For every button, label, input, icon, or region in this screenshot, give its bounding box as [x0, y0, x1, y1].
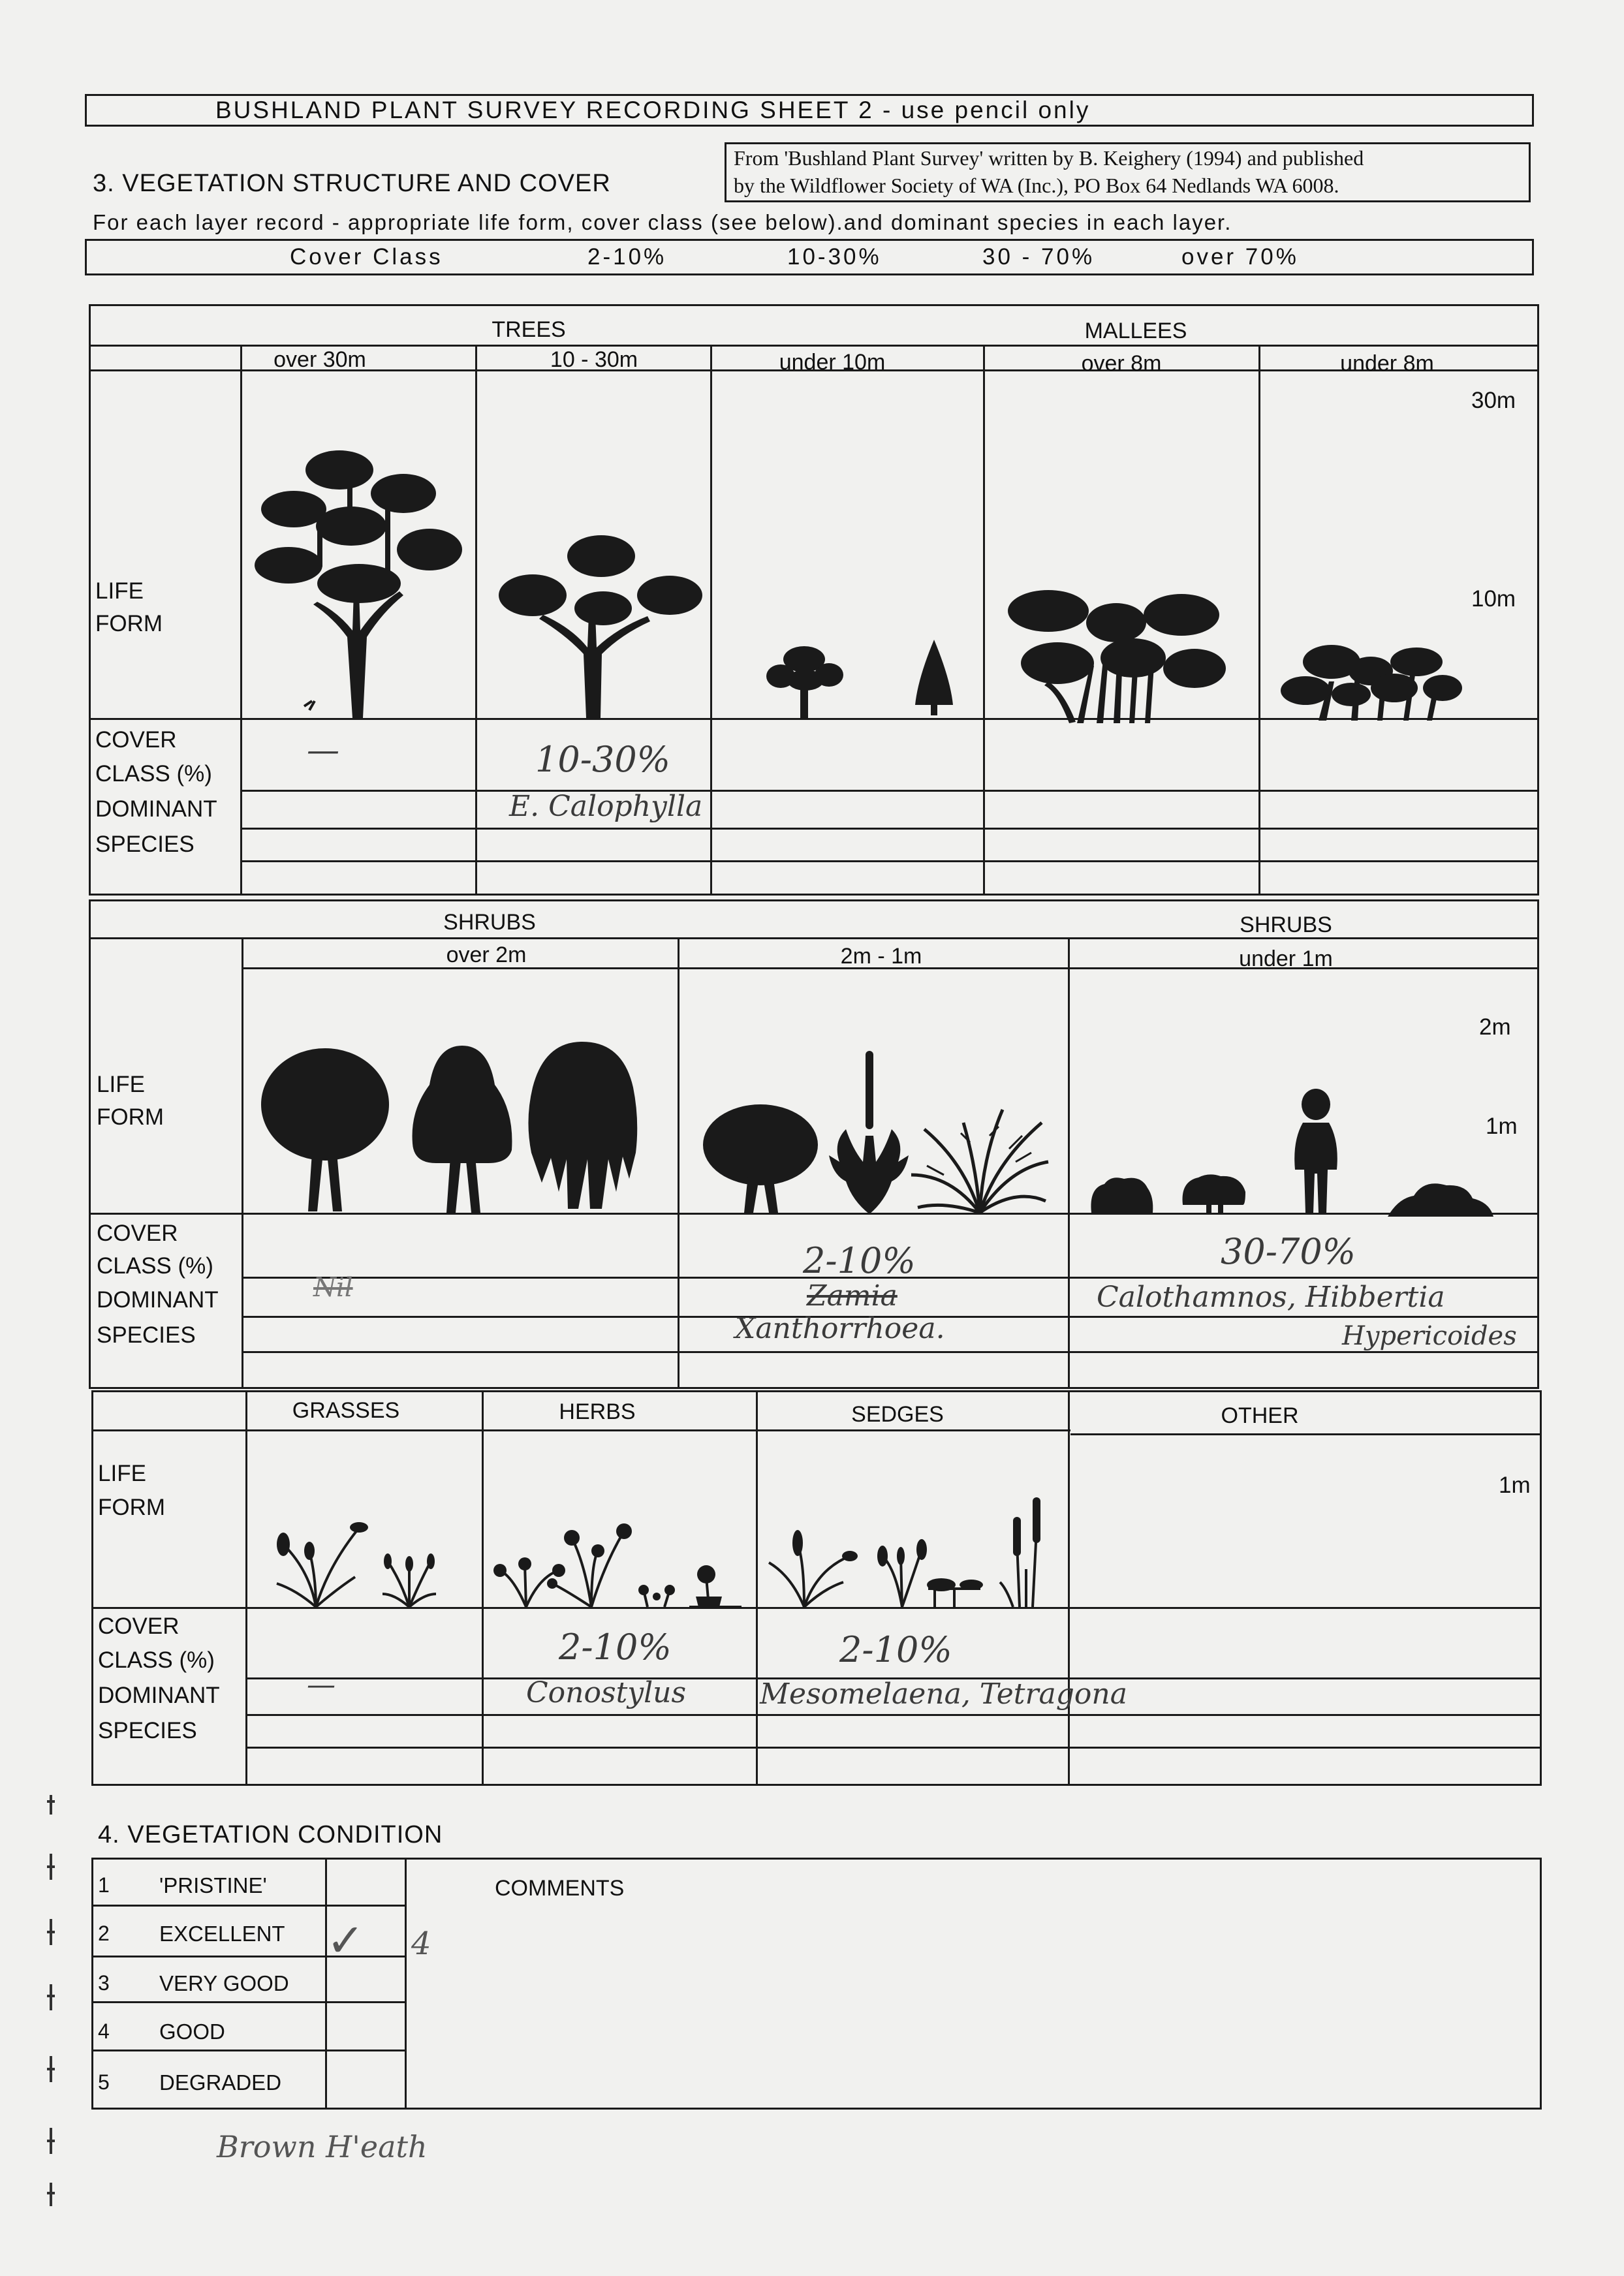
mallee-under-8m-icon: [1279, 642, 1462, 721]
condition-3-label: VERY GOOD: [159, 1971, 289, 1995]
mallees-heading: MALLEES: [1084, 319, 1187, 343]
t3-class-label: CLASS (%): [98, 1647, 215, 1673]
tree-under-10m-icon: [766, 646, 845, 718]
t1-class-label: CLASS (%): [95, 761, 212, 787]
cover-class-3: 30 - 70%: [982, 244, 1095, 270]
zamia-icon: [826, 1051, 911, 1214]
condition-2-number: 2: [98, 1922, 110, 1945]
low-shrub-icon-3: [1388, 1179, 1493, 1217]
condition-4-label: GOOD: [159, 2019, 225, 2044]
t1-life-label: LIFE: [95, 578, 144, 604]
col-over-8m: over 8m: [1081, 351, 1162, 376]
condition-1-number: 1: [98, 1873, 110, 1897]
t1-dominant-label: DOMINANT: [95, 796, 217, 822]
cover-class-2: 10-30%: [787, 244, 882, 270]
source-line-1: From 'Bushland Plant Survey' written by B. Keighery (1994) and published: [734, 146, 1364, 170]
col-herbs: HERBS: [559, 1399, 636, 1424]
col-other: OTHER: [1221, 1403, 1299, 1428]
binding-holes: [43, 1788, 63, 2206]
height-1m: 1m: [1486, 1114, 1518, 1139]
cover-class-label: Cover Class: [290, 244, 443, 270]
col-over-30m: over 30m: [273, 347, 366, 372]
t2-class-label: CLASS (%): [97, 1253, 213, 1279]
height-2m: 2m: [1479, 1014, 1511, 1040]
col-over-2m: over 2m: [446, 943, 527, 967]
t3-life-label: LIFE: [98, 1461, 146, 1486]
t2-species-label: SPECIES: [97, 1322, 196, 1348]
t1-col2-cover-entry: 10-30%: [535, 739, 670, 780]
low-shrub-icon-1: [1089, 1175, 1154, 1213]
t2-form-label: FORM: [97, 1104, 164, 1130]
xanthorrhoea-icon: [911, 1110, 1048, 1214]
condition-5-label: DEGRADED: [159, 2070, 282, 2095]
person-scale-icon: [1290, 1089, 1342, 1213]
low-shrub-icon-2: [1180, 1172, 1247, 1213]
herbs-icon: [493, 1525, 742, 1607]
t1-col2-species-entry: E. Calophylla: [509, 790, 703, 823]
t2-col1-cover-entry: Nil: [313, 1273, 353, 1303]
shrubs-heading-left: SHRUBS: [443, 910, 536, 935]
shrubs-heading-right: SHRUBS: [1240, 912, 1332, 937]
section-3-heading: 3. VEGETATION STRUCTURE AND COVER: [93, 170, 611, 197]
mallee-over-8m-icon: [1005, 587, 1227, 723]
t2-col2-species-entry: Xanthorrhoea.: [735, 1312, 945, 1345]
shrub-tall-icon: [410, 1046, 514, 1213]
t3-dominant-label: DOMINANT: [98, 1683, 220, 1708]
tree-10-30m-icon: [500, 537, 702, 718]
condition-check-mark: ✓: [326, 1914, 365, 1967]
col-under-8m: under 8m: [1340, 351, 1434, 376]
height-10m: 10m: [1471, 586, 1516, 612]
cover-class-1: 2-10%: [587, 244, 667, 270]
grass-small-icon: [381, 1548, 437, 1607]
t1-species-label: SPECIES: [95, 832, 195, 857]
height-1m-ground: 1m: [1499, 1473, 1531, 1498]
tree-over-30m-icon: [255, 441, 470, 718]
instruction-text: For each layer record - appropriate life form, cover class (see below).and dominant species in each layer.: [93, 210, 1232, 234]
t3-cover-label: COVER: [98, 1613, 180, 1639]
t2-col3-cover-entry: 30-70%: [1221, 1231, 1356, 1272]
t3-form-label: FORM: [98, 1495, 166, 1520]
sedges-icon: [765, 1491, 1052, 1607]
comments-label: COMMENTS: [495, 1876, 625, 1901]
col-under-10m: under 10m: [779, 350, 886, 375]
condition-comment-mark: 4: [411, 1925, 431, 1962]
t3-grasses-cover-entry: —: [307, 1668, 336, 1702]
col-2m-1m: 2m - 1m: [840, 944, 922, 969]
condition-3-number: 3: [98, 1971, 110, 1995]
condition-5-number: 5: [98, 2070, 110, 2094]
t2-col3-species-entry-1: Calothamnos, Hibbertia: [1097, 1281, 1445, 1314]
height-30m: 30m: [1471, 388, 1516, 413]
shrub-round-icon: [260, 1048, 390, 1211]
condition-table: [91, 1858, 1542, 2110]
t2-col2-cover-entry: 2-10%: [803, 1240, 916, 1281]
condition-4-number: 4: [98, 2019, 110, 2043]
col-under-1m: under 1m: [1239, 946, 1333, 971]
condition-1-label: 'PRISTINE': [159, 1873, 267, 1897]
col-10-30m: 10 - 30m: [550, 347, 638, 372]
section-4-heading: 4. VEGETATION CONDITION: [98, 1821, 443, 1848]
t3-herbs-species-entry: Conostylus: [526, 1676, 687, 1709]
t1-col1-cover-entry: —: [307, 731, 339, 769]
t3-sedges-species-entry: Mesomelaena, Tetragona: [760, 1677, 1127, 1711]
t1-cover-label: COVER: [95, 727, 177, 753]
t2-life-label: LIFE: [97, 1072, 145, 1097]
footer-note: Brown H'eath: [217, 2129, 428, 2164]
sheet-title: BUSHLAND PLANT SURVEY RECORDING SHEET 2 - use pencil only: [215, 97, 1091, 123]
condition-2-label: EXCELLENT: [159, 1922, 285, 1946]
t1-form-label: FORM: [95, 611, 163, 636]
t2-col3-species-entry-2: Hypericoides: [1342, 1321, 1517, 1351]
shrub-small-icon: [702, 1103, 819, 1213]
t3-species-label: SPECIES: [98, 1718, 197, 1743]
col-sedges: SEDGES: [851, 1402, 944, 1427]
t3-herbs-cover-entry: 2-10%: [559, 1627, 672, 1668]
shrub-drooping-icon: [525, 1042, 640, 1209]
t2-dominant-label: DOMINANT: [97, 1287, 219, 1313]
source-line-2: by the Wildflower Society of WA (Inc.), PO Box 64 Nedlands WA 6008.: [734, 174, 1339, 197]
col-grasses: GRASSES: [292, 1398, 400, 1423]
conifer-icon: [911, 640, 957, 718]
grass-tussock-icon: [270, 1518, 368, 1607]
t3-sedges-cover-entry: 2-10%: [839, 1629, 952, 1670]
t2-col2-species-struck: Zamia: [807, 1279, 898, 1313]
cover-class-4: over 70%: [1181, 244, 1299, 270]
trees-heading: TREES: [492, 317, 566, 342]
t2-cover-label: COVER: [97, 1221, 178, 1246]
